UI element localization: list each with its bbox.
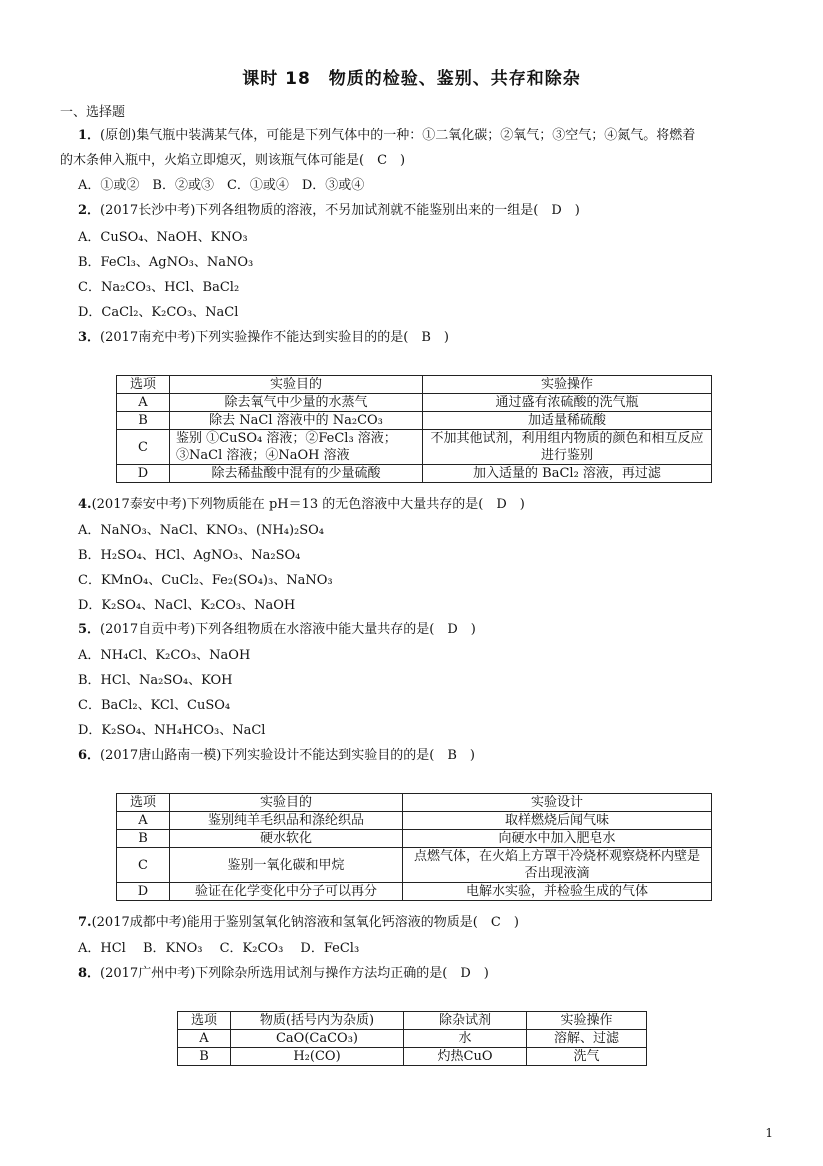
table-header: 选项 [117,376,170,394]
question-1-options: A．①或② B．②或③ C．①或④ D．③或④ [78,178,365,193]
section-heading: 一、选择题 [60,105,126,120]
table-cell: 除去氧气中少量的水蒸气 [170,394,423,412]
question-6 [78,747,798,765]
table-cell: 灼热CuO [404,1048,527,1066]
table-header: 实验操作 [423,376,712,394]
table-cell: D [117,883,170,901]
question-number: 3． [78,330,101,345]
table-header-row [178,1012,647,1030]
table-cell: 不加其他试剂，利用组内物质的颜色和相互反应进行鉴别 [423,430,712,465]
question-number: 2． [78,203,101,218]
option: D．K₂SO₄、NaCl、K₂CO₃、NaOH [78,598,296,613]
table-row [117,883,712,901]
page-title: 课时 18 物质的检验、鉴别、共存和除杂 [242,69,581,89]
question-stem: (2017广州中考)下列除杂所选用试剂与操作方法均正确的是( D ) [100,966,489,981]
option: B．H₂SO₄、HCl、AgNO₃、Na₂SO₄ [78,548,301,563]
option: A．NaNO₃、NaCl、KNO₃、(NH₄)₂SO₄ [78,523,324,538]
table-cell: C [117,430,170,465]
question-stem: (2017唐山路南一模)下列实验设计不能达到实验目的的是( B ) [100,748,475,763]
table-cell: 取样燃烧后闻气味 [403,812,712,830]
table-header: 选项 [117,794,170,812]
table-header: 实验操作 [527,1012,647,1030]
table-q3 [116,375,712,483]
table-row [117,848,712,883]
table-cell: 验证在化学变化中分子可以再分 [170,883,403,901]
option: C．Na₂CO₃、HCl、BaCl₂ [78,280,240,295]
table-cell: 向硬水中加入肥皂水 [403,830,712,848]
table-cell: 点燃气体，在火焰上方罩干冷烧杯观察烧杯内壁是否出现液滴 [403,848,712,883]
table-header: 实验目的 [170,794,403,812]
table-cell: B [117,412,170,430]
question-1-line2: 的木条伸入瓶中，火焰立即熄灭，则该瓶气体可能是( C ) [60,153,406,168]
question-5 [78,621,798,639]
question-stem: (2017长沙中考)下列各组物质的溶液，不另加试剂就不能鉴别出来的一组是( D ) [100,203,580,218]
option: D．K₂SO₄、NH₄HCO₃、NaCl [78,723,266,738]
table-cell: CaO(CaCO₃) [231,1030,404,1048]
question-stem: (2017自贡中考)下列各组物质在水溶液中能大量共存的是( D ) [100,622,476,637]
table-row [117,830,712,848]
table-cell: 加入适量的 BaCl₂ 溶液，再过滤 [423,465,712,483]
table-header: 除杂试剂 [404,1012,527,1030]
table-cell: 硬水软化 [170,830,403,848]
table-header: 实验设计 [403,794,712,812]
option: B．FeCl₃、AgNO₃、NaNO₃ [78,255,254,270]
table-header-row [117,794,712,812]
table-row [117,812,712,830]
table-cell: C [117,848,170,883]
table-cell: 鉴别 ①CuSO₄ 溶液；②FeCl₃ 溶液；③NaCl 溶液；④NaOH 溶液 [170,430,423,465]
table-cell: B [178,1048,231,1066]
table-header: 物质(括号内为杂质) [231,1012,404,1030]
table-cell: 水 [404,1030,527,1048]
question-stem: (2017泰安中考)下列物质能在 pH＝13 的无色溶液中大量共存的是( D ) [91,497,525,512]
question-number: 6． [78,748,101,763]
option: D．CaCl₂、K₂CO₃、NaCl [78,305,239,320]
question-number: 7. [78,915,92,930]
table-cell: 电解水实验，并检验生成的气体 [403,883,712,901]
table-cell: 洗气 [527,1048,647,1066]
question-4 [78,496,798,514]
option: A．NH₄Cl、K₂CO₃、NaOH [78,648,251,663]
table-cell: 加适量稀硫酸 [423,412,712,430]
table-q8 [177,1011,647,1066]
question-number: 5． [78,622,101,637]
table-header-row [117,376,712,394]
option: A．CuSO₄、NaOH、KNO₃ [78,230,248,245]
table-q6 [116,793,712,901]
table-cell: 鉴别一氧化碳和甲烷 [170,848,403,883]
option: C．BaCl₂、KCl、CuSO₄ [78,698,231,713]
table-cell: 溶解、过滤 [527,1030,647,1048]
question-number: 4. [78,497,92,512]
table-cell: H₂(CO) [231,1048,404,1066]
table-header: 实验目的 [170,376,423,394]
table-header: 选项 [178,1012,231,1030]
question-2 [78,202,798,220]
question-1 [78,127,798,145]
table-cell: A [117,812,170,830]
table-row [117,394,712,412]
table-row [178,1030,647,1048]
table-cell: D [117,465,170,483]
table-row [178,1048,647,1066]
table-cell: 通过盛有浓硫酸的洗气瓶 [423,394,712,412]
table-cell: A [117,394,170,412]
table-row [117,465,712,483]
question-stem: (原创)集气瓶中装满某气体，可能是下列气体中的一种：①二氧化碳；②氧气；③空气；④氮气。将燃着 [100,128,696,143]
question-stem: (2017成都中考)能用于鉴别氢氧化钠溶液和氢氧化钙溶液的物质是( C ) [91,915,519,930]
option: B．HCl、Na₂SO₄、KOH [78,673,233,688]
table-cell: 除去 NaCl 溶液中的 Na₂CO₃ [170,412,423,430]
table-cell: 鉴别纯羊毛织品和涤纶织品 [170,812,403,830]
table-cell: A [178,1030,231,1048]
question-3 [78,329,798,347]
table-row [117,430,712,465]
question-stem: (2017南充中考)下列实验操作不能达到实验目的的是( B ) [100,330,449,345]
table-row [117,412,712,430]
page-number: 1 [765,1126,773,1140]
question-7 [78,914,798,932]
question-number: 8． [78,966,101,981]
option: C．KMnO₄、CuCl₂、Fe₂(SO₄)₃、NaNO₃ [78,573,333,588]
table-cell: 除去稀盐酸中混有的少量硫酸 [170,465,423,483]
question-number: 1． [78,128,101,143]
question-7-options: A．HCl B．KNO₃ C．K₂CO₃ D．FeCl₃ [78,941,360,956]
table-cell: B [117,830,170,848]
question-8 [78,965,798,983]
